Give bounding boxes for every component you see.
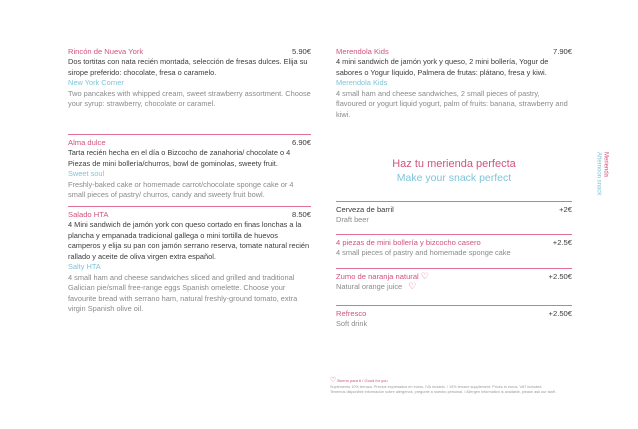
item-description-es: 4 Mini sandwich de jamón york con queso cortado en finas lonchas a la plancha y empanada tradicional gallega o mini tortilla de huevos camperos y elija su pan con jamón serrano reserva, tomate natural recién rallado y aceite de oliva virgen extra español. xyxy=(68,220,310,261)
extra-name-en: Soft drink xyxy=(336,319,368,328)
item-description-es: Dos tortitas con nata recién montada, selección de fresas dulces. Elija su sirope preferido: chocolate, fresa o caramelo. xyxy=(68,57,308,77)
footer-line-2: Tenemos disponible información sobre alérgenos, pregunte a nuestro personal. / Allergen information is available, please ask our staff. xyxy=(330,390,556,394)
menu-item-salado-hta xyxy=(68,206,311,315)
item-name-en: New York Corner xyxy=(68,78,124,87)
footer-line-1: Suplemento 10% terraza. Precios expresados en euros, IVA incluido. / 10% terrace supplement. Prices in euros, VAT included. xyxy=(330,385,543,389)
snack-heading xyxy=(336,157,572,185)
item-description-en: 4 small ham and cheese sandwiches, 2 small pieces of pastry, flavoured or yogurt liquid yogurt, palm of fruits: banana, strawberry and kiwi. xyxy=(336,88,568,119)
extra-name-en: Natural orange juice xyxy=(336,282,403,291)
extra-item xyxy=(336,234,572,259)
snack-subtitle: Make your snack perfect xyxy=(396,172,512,184)
item-description-en: Two pancakes with whipped cream, sweet strawberry assortment. Choose your syrup: strawberry, chocolate or caramel. xyxy=(68,88,311,108)
extra-name: 4 piezas de mini bollería y bizcocho casero xyxy=(336,238,481,247)
heart-icon: ♡ xyxy=(408,281,417,291)
extra-price: +2€ xyxy=(559,205,572,214)
extra-name-en: 4 small pieces of pastry and homemade sponge cake xyxy=(336,248,511,257)
vertical-subtitle: Afternoon snack xyxy=(595,152,601,196)
item-name: Rincón de Nueva York xyxy=(68,47,144,56)
extra-name: Zumo de naranja natural xyxy=(336,272,419,281)
vertical-title: Merienda xyxy=(602,152,608,178)
item-description-en: 4 small ham and cheese sandwiches sliced and grilled and traditional Galician pie/small free-range eggs Spanish omelette. Choose your favourite bread with serrano ham, natural freshly-ground tomato, extra virgin Spanish olive oil. xyxy=(68,272,298,313)
extra-name-en-wrap xyxy=(336,282,572,293)
footer-legend xyxy=(330,376,575,385)
item-description-es: Tarta recién hecha en el día o Bizcocho de zanahoria/ chocolate o 4 Piezas de mini bollería/churros, bowl de gominolas, sweety fruit. xyxy=(68,148,291,168)
item-price: 6.90€ xyxy=(291,138,311,147)
extra-name: Cerveza de barril xyxy=(336,205,394,214)
item-price: 7.90€ xyxy=(552,47,572,56)
item-name-en: Sweet soul xyxy=(68,169,105,178)
item-name: Alma dulce xyxy=(68,138,106,147)
item-price: 5.90€ xyxy=(291,47,311,56)
snack-title: Haz tu merienda perfecta xyxy=(392,158,516,170)
item-name: Salado HTA xyxy=(68,210,109,219)
menu-item-alma-dulce xyxy=(68,134,311,201)
extra-price: +2.5€ xyxy=(552,238,572,247)
extra-price: +2.50€ xyxy=(548,272,572,281)
item-name-en: Salty HTA xyxy=(68,262,101,271)
footer-notes xyxy=(330,376,575,395)
footer-label: Bueno para ti / Good for you xyxy=(337,378,388,383)
item-description-en: Freshly-baked cake or homemade carrot/chocolate sponge cake or 4 small pieces of pastry/ churros, candy and sweety fruit bowl. xyxy=(68,179,294,199)
heart-icon: ♡ xyxy=(420,271,429,281)
extra-item xyxy=(336,201,572,226)
extra-name-en: Draft beer xyxy=(336,215,369,224)
item-name-en: Merendola Kids xyxy=(336,78,388,87)
item-description-es: 4 mini sandwich de jamón york y queso, 2 mini bollería, Yogur de sabores o Yogur líquido, Palmera de frutas: plátano, fresa y kiwi. xyxy=(336,57,549,77)
extra-item xyxy=(336,305,572,330)
item-price: 8.50€ xyxy=(291,210,311,219)
heart-icon: ♡ xyxy=(330,377,337,384)
menu-item-merendola-kids xyxy=(336,47,572,120)
item-name: Merendola Kids xyxy=(336,47,389,56)
extra-price: +2.50€ xyxy=(548,309,572,318)
menu-item-nueva-york xyxy=(68,47,311,110)
extra-name: Refresco xyxy=(336,309,367,318)
vertical-section-label xyxy=(594,152,608,195)
extra-item xyxy=(336,268,572,293)
